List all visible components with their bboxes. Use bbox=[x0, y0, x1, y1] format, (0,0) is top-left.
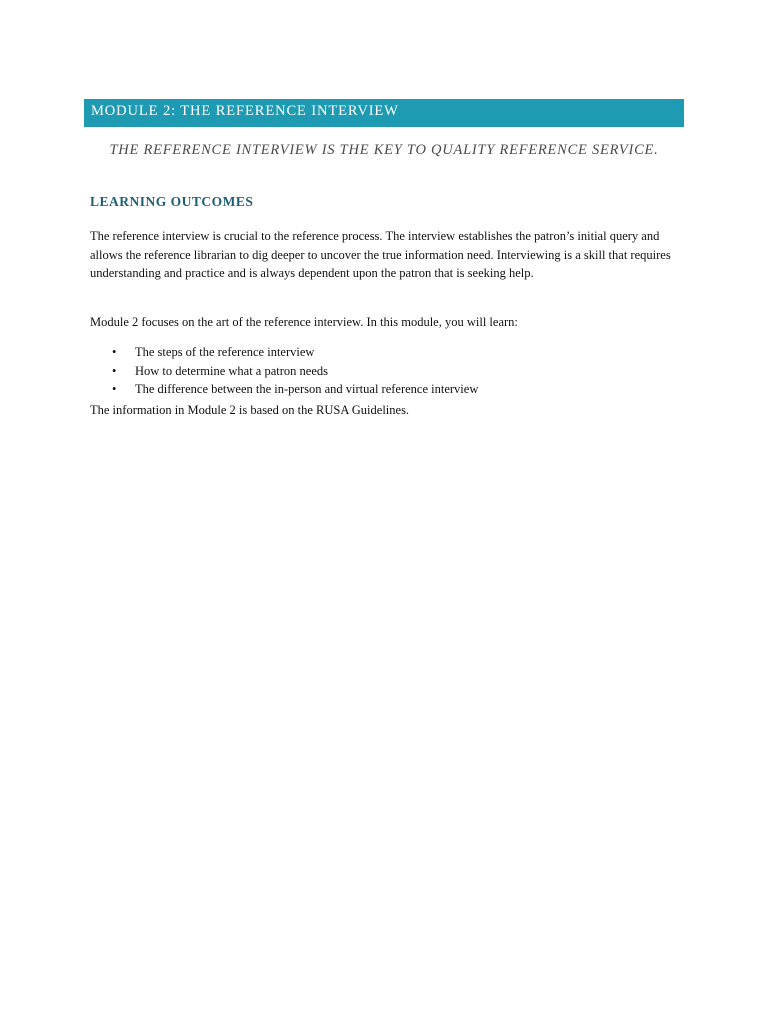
module-title: MODULE 2: THE REFERENCE INTERVIEW bbox=[91, 103, 399, 119]
module-title-banner bbox=[84, 99, 684, 127]
outcomes-list bbox=[90, 343, 686, 399]
list-item-text: The steps of the reference interview bbox=[135, 345, 315, 359]
closing-paragraph: The information in Module 2 is based on the RUSA Guidelines. bbox=[90, 403, 410, 417]
list-item-text: The difference between the in-person and virtual reference interview bbox=[135, 382, 479, 396]
list-item bbox=[90, 362, 686, 381]
bullet-icon: • bbox=[112, 363, 117, 378]
focus-paragraph: Module 2 focuses on the art of the reference interview. In this module, you will learn: bbox=[90, 315, 518, 329]
tagline: THE REFERENCE INTERVIEW IS THE KEY TO QUALITY REFERENCE SERVICE. bbox=[109, 142, 659, 158]
bullet-icon: • bbox=[112, 345, 117, 359]
list-item-text: How to determine what a patron needs bbox=[135, 363, 328, 378]
list-item bbox=[90, 343, 686, 362]
intro-paragraph: The reference interview is crucial to the reference process. The interview establishes the patron’s initial query and allows the reference librarian to dig deeper to uncover the true information need. Interviewing is a skill that requires understanding and practice and is always dependent upon the patron that is seeking help. bbox=[90, 229, 671, 280]
list-item bbox=[90, 380, 686, 399]
section-heading-learning-outcomes: LEARNING OUTCOMES bbox=[90, 194, 254, 209]
bullet-icon: • bbox=[112, 382, 117, 396]
